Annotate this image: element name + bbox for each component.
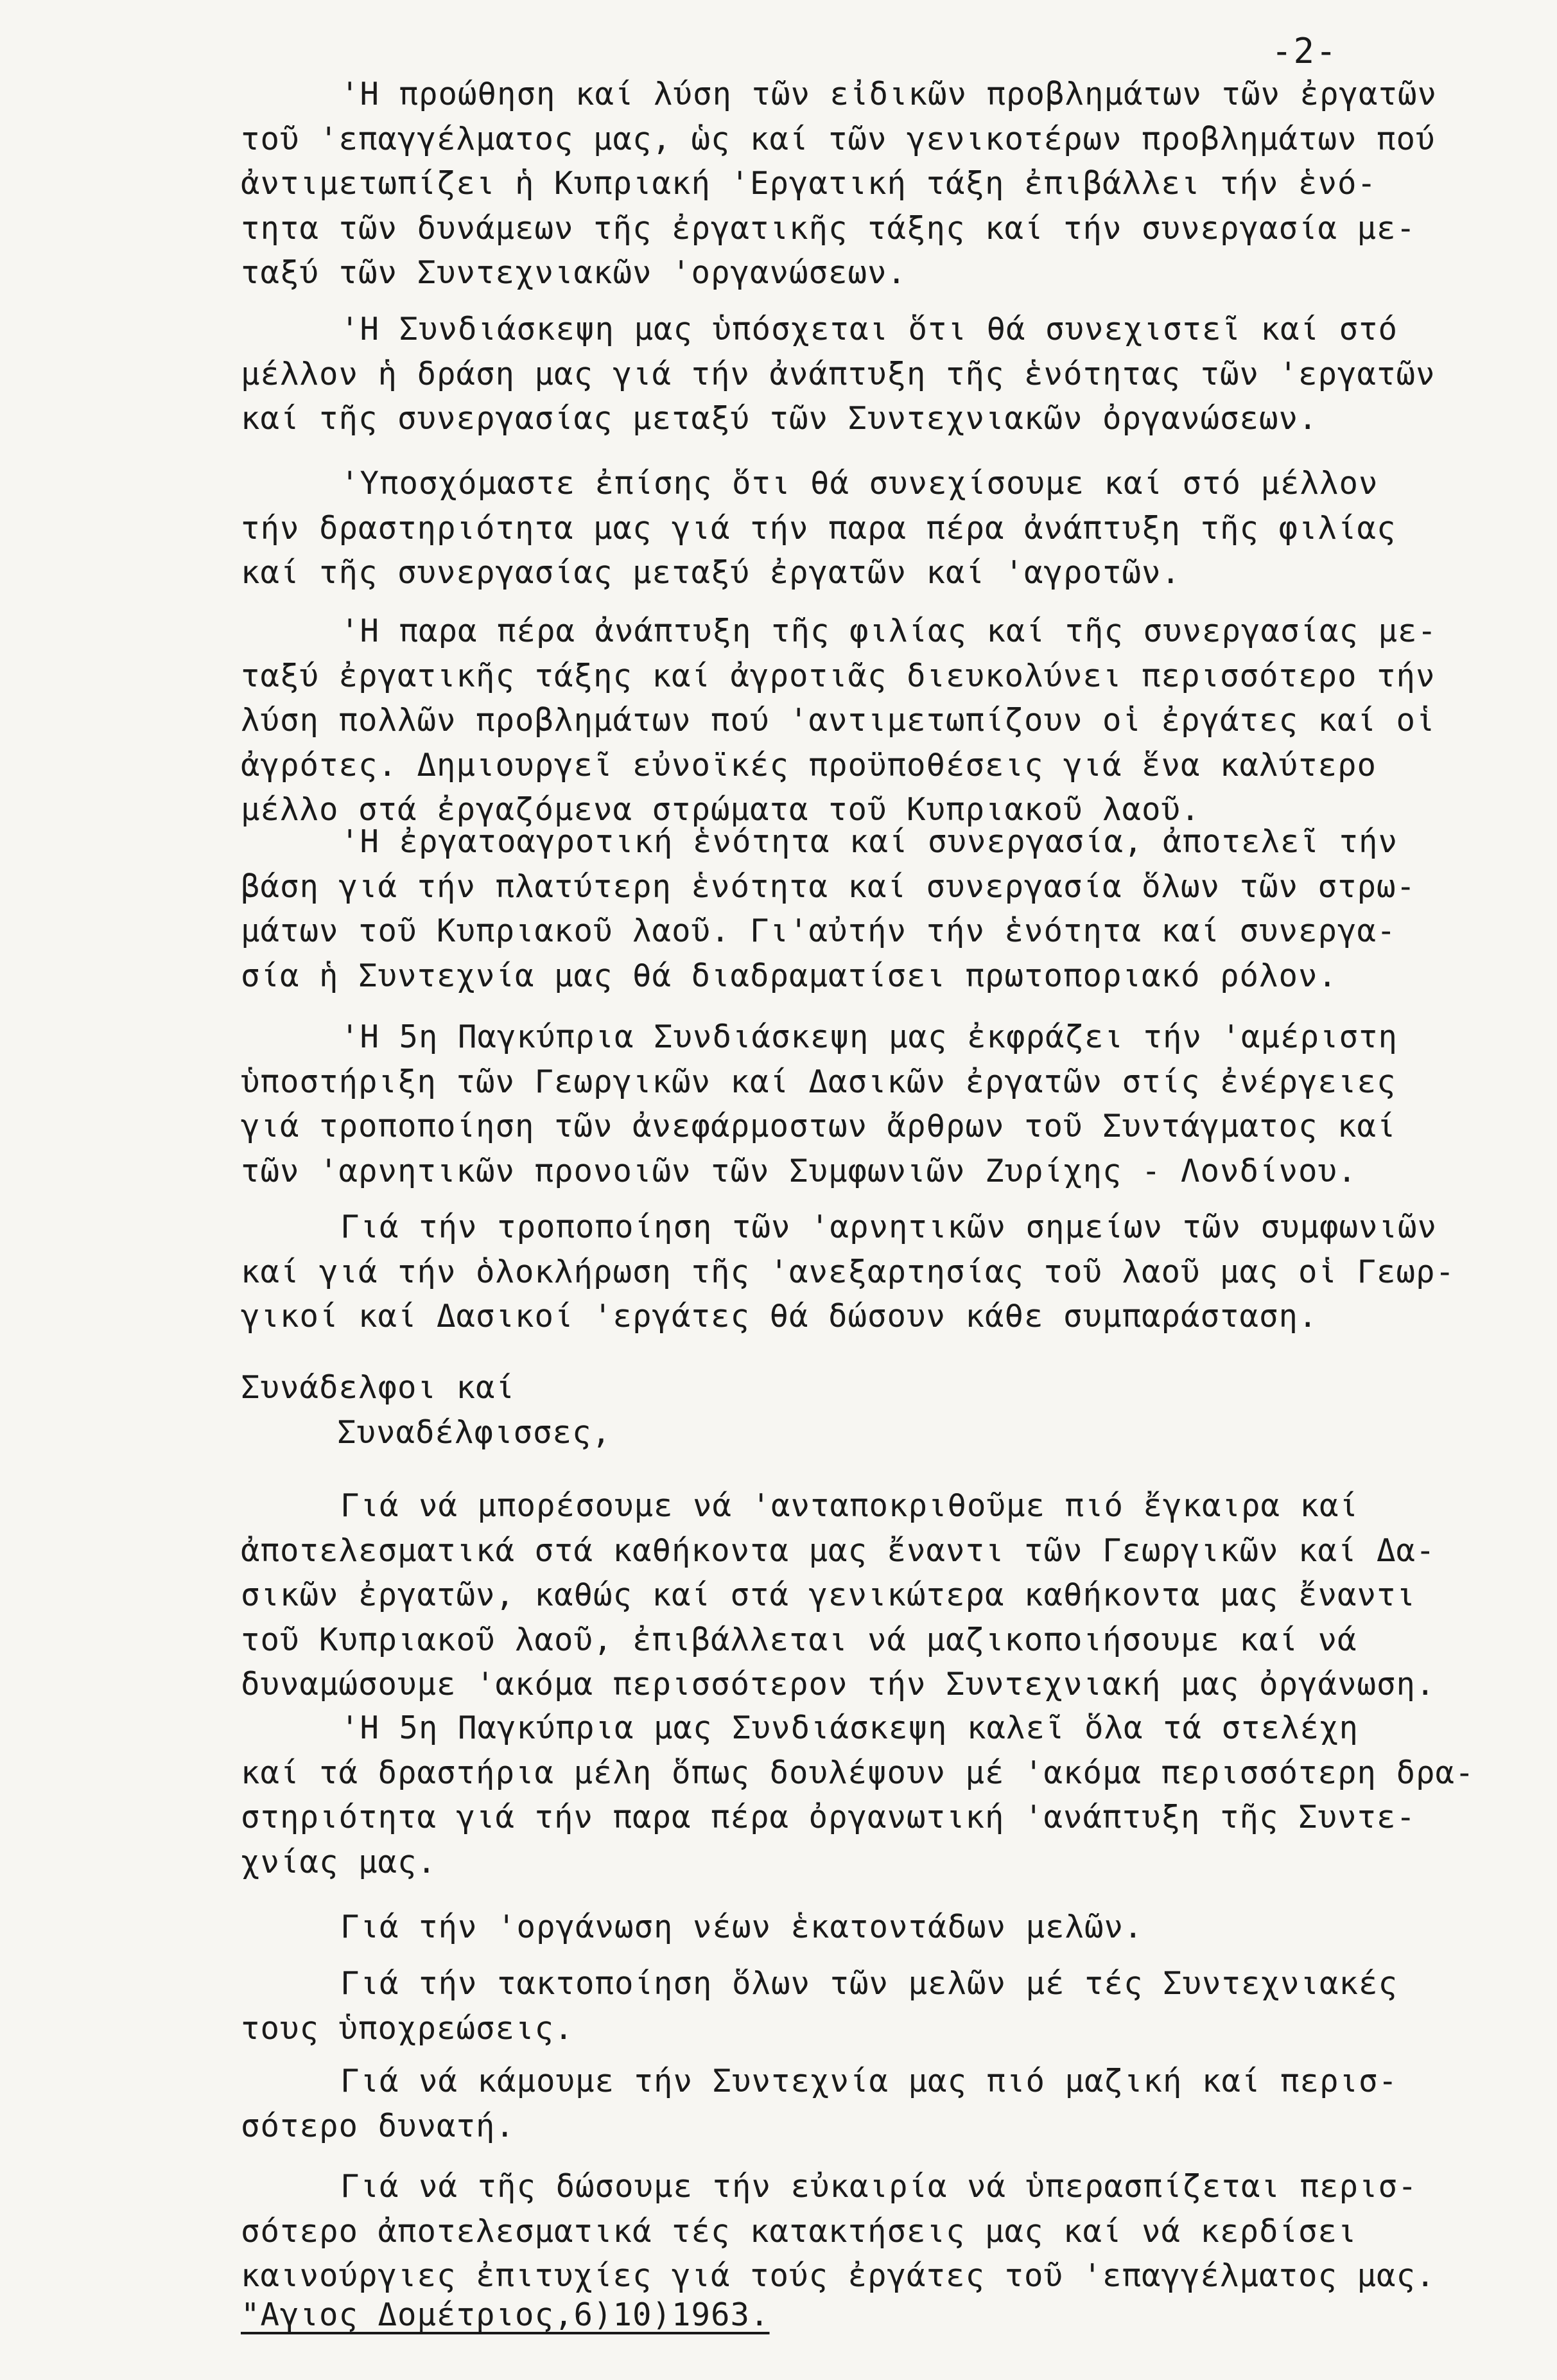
- text-line: ἀγρότες. Δημιουργεῖ εὐνοϊκές προϋποθέσεις γιά ἕνα καλύτερο: [241, 746, 1377, 783]
- text-line: ἀντιμετωπίζει ἡ Κυπριακή 'Εργατική τάξη ἐπιβάλλει τήν ἑνό-: [241, 165, 1377, 202]
- text-line: 'Η παρα πέρα ἀνάπτυξη τῆς φιλίας καί τῆς συνεργασίας με-: [340, 613, 1438, 649]
- text-line: λύση πολλῶν προβλημάτων πού 'αντιμετωπίζουν οἱ ἐργάτες καί οἱ: [241, 702, 1436, 739]
- text-line: Γιά τήν τακτοποίηση ὅλων τῶν μελῶν μέ τές Συντεχνιακές: [340, 1965, 1398, 2002]
- text-line: Γιά τήν 'οργάνωση νέων ἑκατοντάδων μελῶν.: [340, 1909, 1144, 1945]
- page-number: -2-: [1271, 31, 1338, 71]
- paragraph-4: [241, 609, 1448, 832]
- text-line: χνίας μας.: [241, 1843, 437, 1880]
- text-line: τοῦ Κυπριακοῦ λαοῦ, ἐπιβάλλεται νά μαζικοποιήσουμε καί νά: [241, 1621, 1357, 1658]
- closing-paragraph-2: [241, 1706, 1475, 1884]
- salutation-line: Συναδέλφισσες,: [337, 1413, 612, 1451]
- text-line: τοῦ 'επαγγέλματος μας, ὡς καί τῶν γενικοτέρων προβλημάτων πού: [241, 120, 1436, 157]
- text-line: 'Η προώθηση καί λύση τῶν εἰδικῶν προβλημάτων τῶν ἐργατῶν: [340, 76, 1438, 112]
- text-line: Γιά νά τῆς δώσουμε τήν εὐκαιρία νά ὑπερασπίζεται περισ-: [340, 2168, 1418, 2205]
- text-line: γικοί καί Δασικοί 'εργάτες θά δώσουν κάθε συμπαράσταση.: [241, 1298, 1318, 1334]
- salutation: [241, 1365, 1448, 1455]
- text-line: γιά τροποποίηση τῶν ἀνεφάρμοστων ἄρθρων τοῦ Συντάγματος καί: [241, 1108, 1396, 1144]
- closing-paragraph-1: [241, 1483, 1448, 1707]
- closing-paragraph-4: [241, 1961, 1448, 2051]
- text-line: στηριότητα γιά τήν παρα πέρα ὀργανωτική 'ανάπτυξη τῆς Συντε-: [241, 1799, 1416, 1835]
- text-line: καί τά δραστήρια μέλη ὅπως δουλέψουν μέ 'ακόμα περισσότερη δρα-: [241, 1754, 1475, 1791]
- text-line: καί τῆς συνεργασίας μεταξύ ἐργατῶν καί 'αγροτῶν.: [241, 554, 1181, 591]
- text-line: Γιά τήν τροποποίηση τῶν 'αρνητικῶν σημείων τῶν συμφωνιῶν: [340, 1209, 1438, 1245]
- closing-paragraph-5: [241, 2059, 1448, 2148]
- signature-block: [241, 2293, 1448, 2338]
- text-line: μέλλον ἡ δράση μας γιά τήν ἀνάπτυξη τῆς ἑνότητας τῶν 'εργατῶν: [241, 355, 1436, 392]
- text-line: ταξύ ἐργατικῆς τάξης καί ἀγροτιᾶς διευκολύνει περισσότερο τήν: [241, 657, 1436, 694]
- text-line: σία ἡ Συντεχνία μας θά διαδραματίσει πρωτοποριακό ρόλον.: [241, 957, 1338, 994]
- text-line: τήν δραστηριότητα μας γιά τήν παρα πέρα ἀνάπτυξη τῆς φιλίας: [241, 509, 1396, 547]
- text-line: καί τῆς συνεργασίας μεταξύ τῶν Συντεχνιακῶν ὀργανώσεων.: [241, 400, 1318, 437]
- paragraph-7: [241, 1205, 1456, 1339]
- text-line: τους ὑποχρεώσεις.: [241, 2009, 574, 2047]
- paragraph-2: [241, 307, 1448, 441]
- text-line: καί γιά τήν ὁλοκλήρωση τῆς 'ανεξαρτησίας τοῦ λαοῦ μας οἱ Γεωρ-: [241, 1253, 1456, 1290]
- paragraph-5: [241, 819, 1448, 998]
- text-line: βάση γιά τήν πλατύτερη ἑνότητα καί συνεργασία ὅλων τῶν στρω-: [241, 868, 1416, 905]
- closing-paragraph-3: [241, 1905, 1448, 1950]
- text-line: 'Η ἐργατοαγροτική ἑνότητα καί συνεργασία, ἀποτελεῖ τήν: [340, 823, 1398, 860]
- text-line: τητα τῶν δυνάμεων τῆς ἐργατικῆς τάξης καί τήν συνεργασία με-: [241, 209, 1416, 247]
- text-line: σικῶν ἐργατῶν, καθώς καί στά γενικώτερα καθήκοντα μας ἔναντι: [241, 1577, 1416, 1613]
- text-line: 'Η Συνδιάσκεψη μας ὑπόσχεται ὅτι θά συνεχιστεῖ καί στό: [340, 311, 1398, 347]
- paragraph-3: [241, 461, 1448, 595]
- text-line: μάτων τοῦ Κυπριακοῦ λαοῦ. Γι'αὐτήν τήν ἑνότητα καί συνεργα-: [241, 913, 1396, 949]
- text-line: 'Υποσχόμαστε ἐπίσης ὅτι θά συνεχίσουμε καί στό μέλλον: [340, 465, 1379, 502]
- salutation-line: Συνάδελφοι καί: [241, 1369, 516, 1406]
- text-line: μέλλο στά ἐργαζόμενα στρώματα τοῦ Κυπριακοῦ λαοῦ.: [241, 791, 1201, 828]
- closing-paragraph-6: [241, 2164, 1448, 2298]
- place-and-date: "Αγιος Δομέτριος,6)10)1963.: [241, 2297, 770, 2333]
- text-line: Γιά νά μπορέσουμε νά 'ανταποκριθοῦμε πιό ἔγκαιρα καί: [340, 1487, 1359, 1524]
- text-line: ὑποστήριξη τῶν Γεωργικῶν καί Δασικῶν ἐργατῶν στίς ἐνέργειες: [241, 1063, 1396, 1100]
- text-line: 'Η 5η Παγκύπρια Συνδιάσκεψη μας ἐκφράζει τήν 'αμέριστη: [340, 1019, 1398, 1055]
- text-line: καινούργιες ἐπιτυχίες γιά τούς ἐργάτες τοῦ 'επαγγέλματος μας.: [241, 2257, 1436, 2294]
- text-line: δυναμώσουμε 'ακόμα περισσότερον τήν Συντεχνιακή μας ὀργάνωση.: [241, 1666, 1436, 1702]
- paragraph-6: [241, 1015, 1448, 1193]
- text-line: ἀποτελεσματικά στά καθήκοντα μας ἔναντι τῶν Γεωργικῶν καί Δα-: [241, 1532, 1436, 1569]
- text-line: τῶν 'αρνητικῶν προνοιῶν τῶν Συμφωνιῶν Ζυρίχης - Λονδίνου.: [241, 1152, 1357, 1189]
- text-line: 'Η 5η Παγκύπρια μας Συνδιάσκεψη καλεῖ ὅλα τά στελέχη: [340, 1710, 1359, 1746]
- text-line: Γιά νά κάμουμε τήν Συντεχνία μας πιό μαζική καί περισ-: [340, 2063, 1398, 2099]
- paragraph-1: [241, 72, 1448, 295]
- text-line: ταξύ τῶν Συντεχνιακῶν 'οργανώσεων.: [241, 254, 907, 291]
- text-line: σότερο δυνατή.: [241, 2107, 516, 2144]
- text-line: σότερο ἀποτελεσματικά τές κατακτήσεις μας καί νά κερδίσει: [241, 2212, 1357, 2250]
